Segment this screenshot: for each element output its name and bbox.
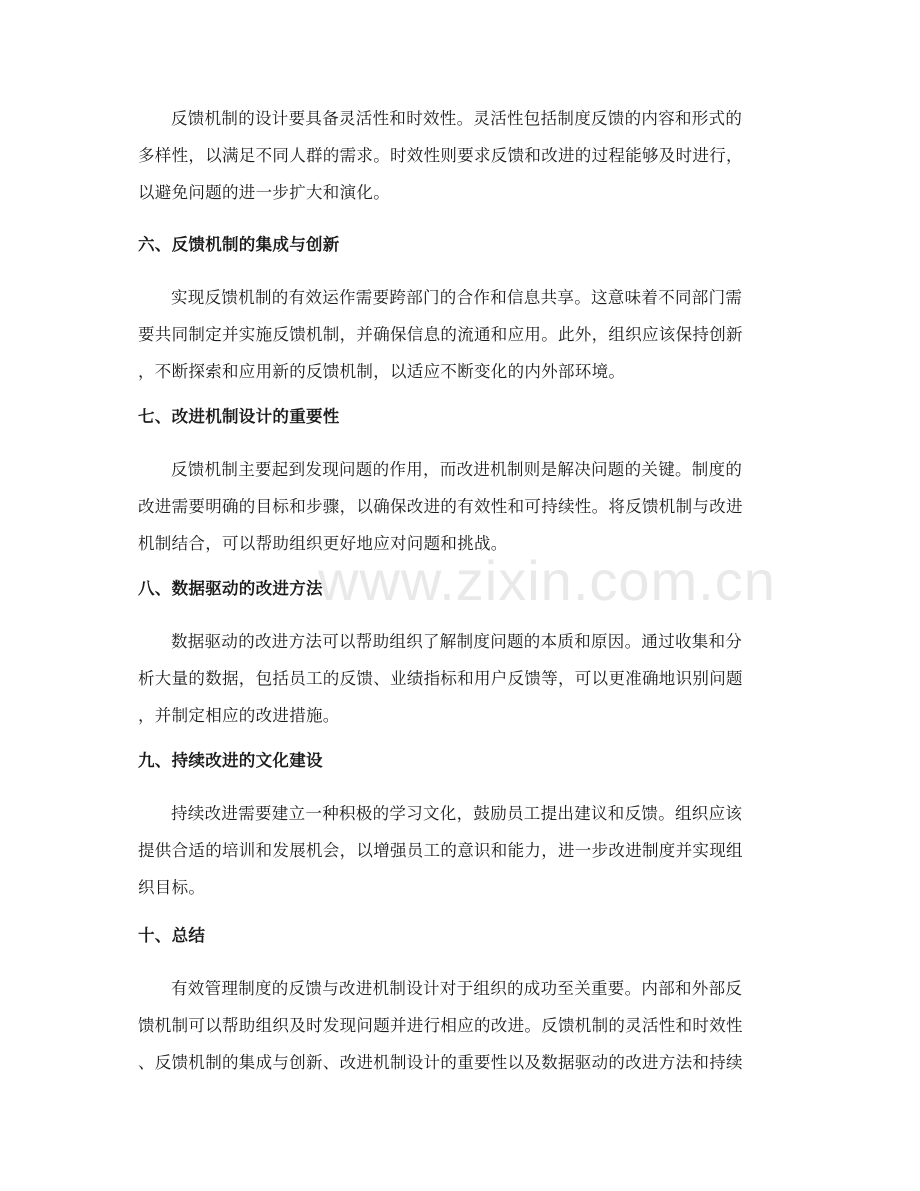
section-8 [138,570,788,734]
paragraph-line: 实现反馈机制的有效运作需要跨部门的合作和信息共享。这意味着不同部门需 [171,288,743,307]
section-10 [138,917,788,1081]
paragraph-line: 有效管理制度的反馈与改进机制设计对于组织的成功至关重要。内部和外部反 [171,979,743,998]
paragraph-line: 织目标。 [138,878,206,897]
paragraph-line: 馈机制可以帮助组织及时发现问题并进行相应的改进。反馈机制的灵活性和时效性 [138,1016,743,1035]
paragraph-line: 反馈机制主要起到发现问题的作用，而改进机制则是解决问题的关键。制度的 [171,460,743,479]
paragraph-line: 提供合适的培训和发展机会，以增强员工的意识和能力，进一步改进制度并实现组 [138,841,743,860]
section-heading: 十、总结 [138,926,206,945]
paragraph-line: 持续改进需要建立一种积极的学习文化，鼓励员工提出建议和反馈。组织应该 [171,804,743,823]
paragraph-line: 机制结合，可以帮助组织更好地应对问题和挑战。 [138,534,508,553]
section-9 [138,742,788,906]
paragraph-line: 反馈机制的设计要具备灵活性和时效性。灵活性包括制度反馈的内容和形式的 [171,109,743,128]
paragraph-line: 要共同制定并实施反馈机制，并确保信息的流通和应用。此外，组织应该保持创新 [138,325,743,344]
section-heading: 六、反馈机制的集成与创新 [138,235,340,254]
section-6 [138,226,788,390]
section-heading: 八、数据驱动的改进方法 [138,579,323,598]
section-heading: 九、持续改进的文化建设 [138,751,323,770]
paragraph-line: 、反馈机制的集成与创新、改进机制设计的重要性以及数据驱动的改进方法和持续 [138,1053,743,1072]
paragraph-line: 多样性，以满足不同人群的需求。时效性则要求反馈和改进的过程能够及时进行， [138,146,743,165]
paragraph-line: 改进需要明确的目标和步骤，以确保改进的有效性和可持续性。将反馈机制与改进 [138,497,743,516]
section-7 [138,398,788,562]
paragraph-line: 数据驱动的改进方法可以帮助组织了解制度问题的本质和原因。通过收集和分 [171,632,743,651]
paragraph-line: ，并制定相应的改进措施。 [138,706,340,725]
section-heading: 七、改进机制设计的重要性 [138,407,340,426]
paragraph-line: ，不断探索和应用新的反馈机制，以适应不断变化的内外部环境。 [138,362,626,381]
paragraph-line: 析大量的数据，包括员工的反馈、业绩指标和用户反馈等，可以更准确地识别问题 [138,669,743,688]
watermark: www.zixin.com.cn [318,549,776,612]
paragraph-line: 以避免问题的进一步扩大和演化。 [138,183,390,202]
intro-paragraph [138,100,788,211]
